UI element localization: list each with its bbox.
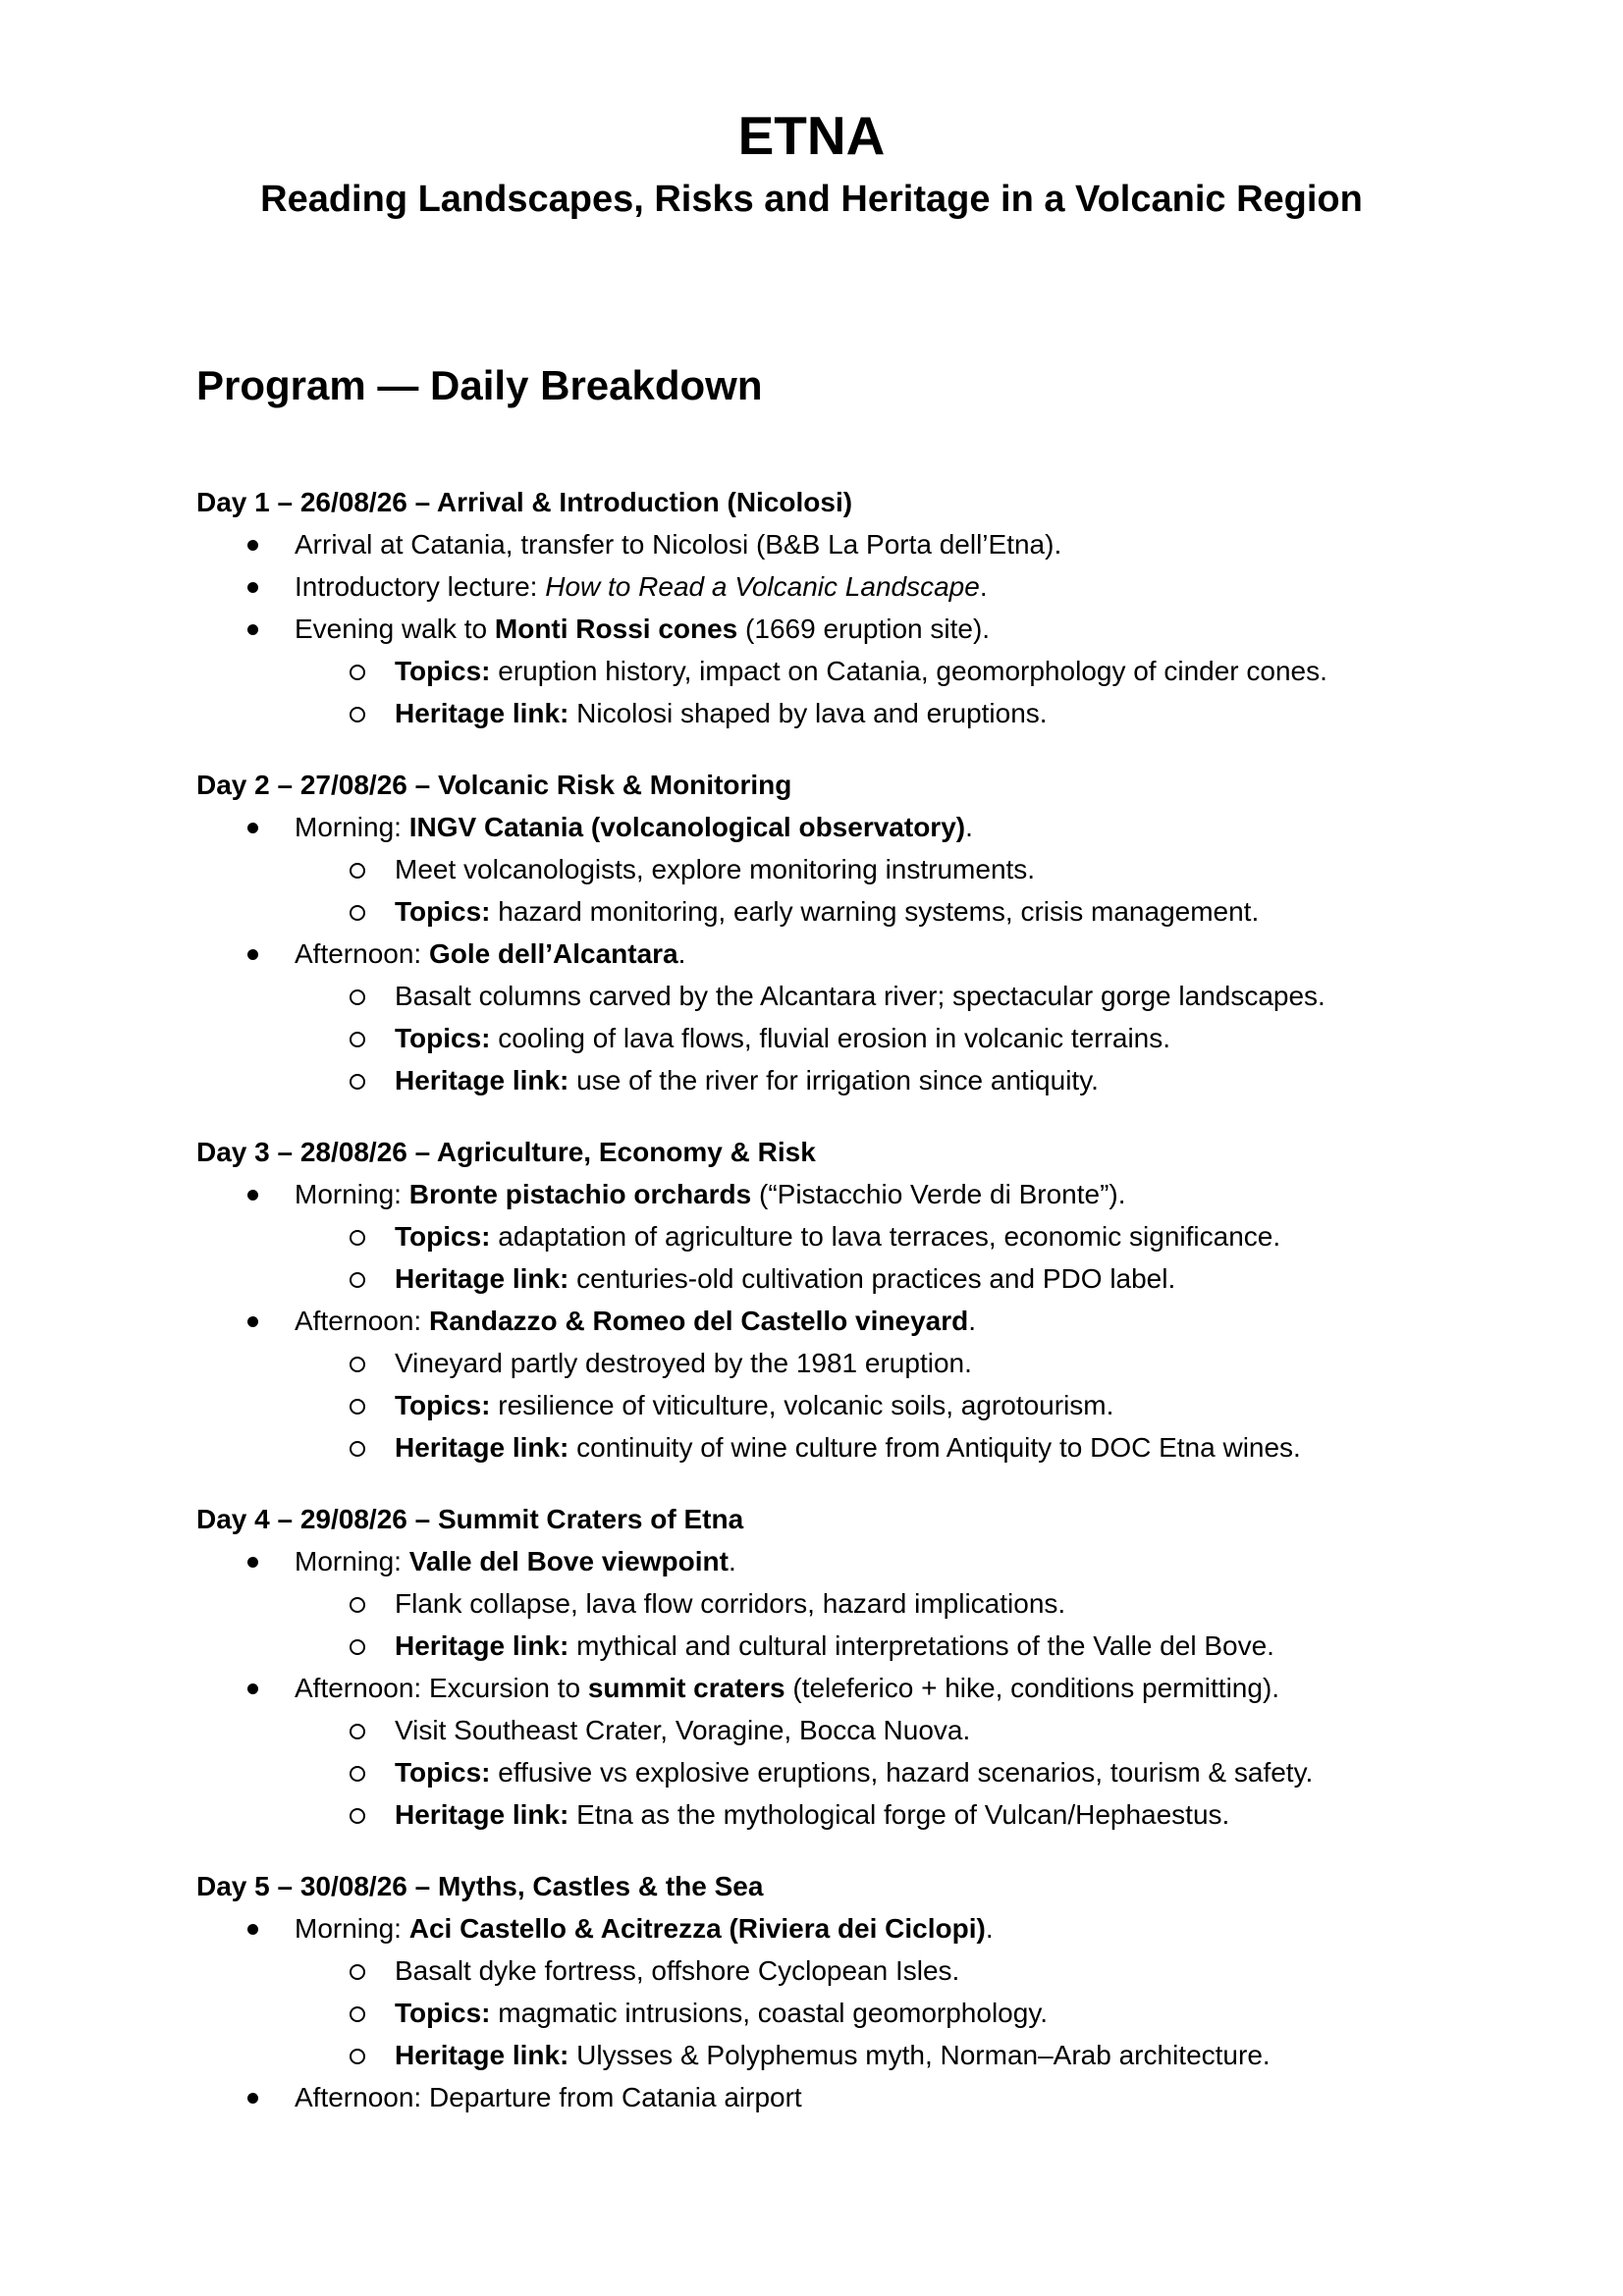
text-run: Topics: (395, 1390, 491, 1420)
text-run: Morning: (295, 1179, 409, 1209)
circle-bullet-icon (350, 863, 365, 879)
circle-bullet-icon (350, 1597, 365, 1613)
program-days (196, 481, 1427, 2118)
circle-bullet-icon (350, 1808, 365, 1824)
text-run: Heritage link: (395, 1065, 569, 1095)
sub-bullet-item (196, 692, 1427, 734)
sub-bullet-item (196, 1582, 1427, 1625)
item-text (295, 1673, 1279, 1703)
sub-bullet-item (196, 1992, 1427, 2034)
bullet-icon (247, 949, 258, 960)
item-text (395, 1799, 1229, 1830)
day-heading: Day 5 – 30/08/26 – Myths, Castles & the Sea (196, 1871, 764, 1901)
item-text (295, 812, 973, 842)
item-text (395, 1065, 1099, 1095)
text-run: . (968, 1306, 977, 1336)
sub-bullet-item (196, 650, 1427, 692)
sub-bullet-item (196, 1384, 1427, 1426)
text-run: Visit Southeast Crater, Voragine, Bocca Nuova. (395, 1715, 971, 1745)
item-text (295, 571, 988, 602)
bullet-icon (247, 1190, 258, 1201)
bullet-icon (247, 1924, 258, 1935)
bullet-item (196, 2076, 1427, 2118)
text-run: (“Pistacchio Verde di Bronte”). (751, 1179, 1126, 1209)
text-run: . (965, 812, 973, 842)
text-run: . (979, 571, 988, 602)
circle-bullet-icon (350, 707, 365, 722)
text-run: Monti Rossi cones (494, 614, 738, 644)
circle-bullet-icon (350, 1032, 365, 1047)
bullet-icon (247, 540, 258, 551)
sub-bullet-item (196, 1342, 1427, 1384)
circle-bullet-icon (350, 1272, 365, 1288)
day-section (196, 481, 1427, 734)
text-run: Nicolosi shaped by lava and eruptions. (568, 698, 1048, 728)
circle-bullet-icon (350, 1724, 365, 1739)
text-run: Meet volcanologists, explore monitoring instruments. (395, 854, 1036, 884)
sub-bullet-item (196, 1215, 1427, 1257)
bullet-icon (247, 624, 258, 635)
bullet-icon (247, 1683, 258, 1694)
text-run: Ulysses & Polyphemus myth, Norman–Arab architecture. (568, 2040, 1271, 2070)
text-run: Flank collapse, lava flow corridors, hazard implications. (395, 1588, 1066, 1619)
item-text (395, 1221, 1280, 1252)
text-run: . (728, 1546, 736, 1576)
circle-bullet-icon (350, 905, 365, 921)
item-text (395, 1023, 1170, 1053)
circle-bullet-icon (350, 1441, 365, 1457)
item-text (295, 1306, 976, 1336)
text-run: Afternoon: Departure from Catania airport (295, 2082, 802, 2112)
item-text (395, 1432, 1301, 1463)
item-text (295, 2082, 802, 2112)
day-section (196, 1865, 1427, 2118)
day-heading: Day 1 – 26/08/26 – Arrival & Introduction (Nicolosi) (196, 487, 853, 517)
text-run: Heritage link: (395, 1263, 569, 1294)
text-run: effusive vs explosive eruptions, hazard scenarios, tourism & safety. (490, 1757, 1314, 1788)
day-section (196, 1131, 1427, 1468)
bullet-item (196, 1173, 1427, 1215)
sub-bullet-item (196, 1709, 1427, 1751)
day-section (196, 764, 1427, 1101)
bullet-icon (247, 2093, 258, 2104)
text-run: Evening walk to (295, 614, 495, 644)
circle-bullet-icon (350, 1964, 365, 1980)
item-text (295, 529, 1061, 560)
circle-bullet-icon (350, 2049, 365, 2064)
circle-bullet-icon (350, 1074, 365, 1090)
bullet-item (196, 1540, 1427, 1582)
text-run: Vineyard partly destroyed by the 1981 eruption. (395, 1348, 972, 1378)
sub-bullet-item (196, 1257, 1427, 1300)
document-subtitle: Reading Landscapes, Risks and Heritage in a Volcanic Region (260, 179, 1363, 220)
bullet-item (196, 933, 1427, 975)
item-text (395, 981, 1325, 1011)
sub-bullet-item (196, 1017, 1427, 1059)
text-run: mythical and cultural interpretations of the Valle del Bove. (568, 1630, 1274, 1661)
day-section (196, 1498, 1427, 1836)
item-text (295, 614, 990, 644)
text-run: Morning: (295, 1546, 409, 1576)
bullet-item (196, 565, 1427, 608)
sub-bullet-item (196, 1949, 1427, 1992)
text-run: Morning: (295, 812, 409, 842)
text-run: Arrival at Catania, transfer to Nicolosi (B&B La Porta dell’Etna). (295, 529, 1062, 560)
item-text (395, 1588, 1065, 1619)
circle-bullet-icon (350, 1230, 365, 1246)
item-text (395, 1955, 959, 1986)
item-text (295, 1179, 1126, 1209)
item-text (395, 656, 1327, 686)
day-heading: Day 3 – 28/08/26 – Agriculture, Economy & Risk (196, 1137, 816, 1167)
bullet-item (196, 1300, 1427, 1342)
circle-bullet-icon (350, 989, 365, 1005)
text-run: Topics: (395, 1221, 491, 1252)
bullet-icon (247, 1557, 258, 1568)
text-run: adaptation of agriculture to lava terraces, economic significance. (490, 1221, 1281, 1252)
text-run: Heritage link: (395, 1432, 569, 1463)
sub-bullet-item (196, 1625, 1427, 1667)
text-run: Basalt columns carved by the Alcantara river; spectacular gorge landscapes. (395, 981, 1325, 1011)
text-run: Heritage link: (395, 1630, 569, 1661)
item-text (395, 2040, 1271, 2070)
sub-bullet-item (196, 1426, 1427, 1468)
text-run: Gole dell’Alcantara (428, 938, 678, 969)
text-run: (1669 eruption site). (737, 614, 991, 644)
text-run: Afternoon: Excursion to (295, 1673, 588, 1703)
text-run: eruption history, impact on Catania, geomorphology of cinder cones. (490, 656, 1327, 686)
item-text (395, 896, 1259, 927)
text-run: Bronte pistachio orchards (408, 1179, 752, 1209)
text-run: magmatic intrusions, coastal geomorphology. (490, 1998, 1049, 2028)
text-run: Topics: (395, 656, 491, 686)
circle-bullet-icon (350, 1357, 365, 1372)
circle-bullet-icon (350, 1639, 365, 1655)
text-run: cooling of lava flows, fluvial erosion in volcanic terrains. (490, 1023, 1171, 1053)
sub-bullet-item (196, 975, 1427, 1017)
bullet-icon (247, 823, 258, 833)
bullet-item (196, 1907, 1427, 1949)
bullet-icon (247, 1316, 258, 1327)
item-text (395, 854, 1035, 884)
bullet-item (196, 806, 1427, 848)
sub-bullet-item (196, 848, 1427, 890)
text-run: Randazzo & Romeo del Castello vineyard (428, 1306, 969, 1336)
sub-bullet-item (196, 2034, 1427, 2076)
text-run: Heritage link: (395, 1799, 569, 1830)
item-text (395, 1263, 1175, 1294)
section-heading: Program — Daily Breakdown (196, 362, 763, 408)
text-run: (teleferico + hike, conditions permitting). (784, 1673, 1280, 1703)
text-run: centuries-old cultivation practices and PDO label. (568, 1263, 1176, 1294)
text-run: Heritage link: (395, 2040, 569, 2070)
text-run: INGV Catania (volcanological observatory) (408, 812, 966, 842)
item-text (395, 1630, 1274, 1661)
item-text (395, 1348, 972, 1378)
item-text (295, 1546, 736, 1576)
text-run: Afternoon: (295, 938, 429, 969)
text-run: Heritage link: (395, 698, 569, 728)
item-text (395, 1390, 1113, 1420)
text-run: use of the river for irrigation since antiquity. (568, 1065, 1099, 1095)
text-run: Afternoon: (295, 1306, 429, 1336)
bullet-icon (247, 582, 258, 593)
text-run: Morning: (295, 1913, 409, 1944)
text-run: Aci Castello & Acitrezza (Riviera dei Ciclopi) (408, 1913, 986, 1944)
circle-bullet-icon (350, 665, 365, 680)
text-run: Introductory lecture: (295, 571, 546, 602)
circle-bullet-icon (350, 1766, 365, 1782)
text-run: Topics: (395, 896, 491, 927)
text-run: summit craters (587, 1673, 785, 1703)
text-run: . (677, 938, 686, 969)
text-run: Topics: (395, 1023, 491, 1053)
text-run: Basalt dyke fortress, offshore Cyclopean Isles. (395, 1955, 960, 1986)
item-text (295, 938, 685, 969)
sub-bullet-item (196, 1059, 1427, 1101)
text-run: Topics: (395, 1998, 491, 2028)
bullet-item (196, 1667, 1427, 1709)
bullet-item (196, 523, 1427, 565)
text-run: Topics: (395, 1757, 491, 1788)
text-run: continuity of wine culture from Antiquity to DOC Etna wines. (568, 1432, 1301, 1463)
sub-bullet-item (196, 890, 1427, 933)
item-text (395, 698, 1048, 728)
text-run: resilience of viticulture, volcanic soils, agrotourism. (490, 1390, 1114, 1420)
item-text (395, 1715, 970, 1745)
bullet-item (196, 608, 1427, 650)
text-run: How to Read a Volcanic Landscape (545, 571, 980, 602)
document-title: ETNA (737, 105, 886, 166)
circle-bullet-icon (350, 2006, 365, 2022)
item-text (395, 1998, 1048, 2028)
circle-bullet-icon (350, 1399, 365, 1415)
day-heading: Day 4 – 29/08/26 – Summit Craters of Etna (196, 1504, 744, 1534)
sub-bullet-item (196, 1751, 1427, 1793)
day-heading: Day 2 – 27/08/26 – Volcanic Risk & Monitoring (196, 770, 792, 800)
text-run: hazard monitoring, early warning systems, crisis management. (490, 896, 1260, 927)
text-run: Valle del Bove viewpoint (408, 1546, 729, 1576)
text-run: . (985, 1913, 994, 1944)
item-text (295, 1913, 994, 1944)
item-text (395, 1757, 1313, 1788)
sub-bullet-item (196, 1793, 1427, 1836)
text-run: Etna as the mythological forge of Vulcan/Hephaestus. (568, 1799, 1230, 1830)
